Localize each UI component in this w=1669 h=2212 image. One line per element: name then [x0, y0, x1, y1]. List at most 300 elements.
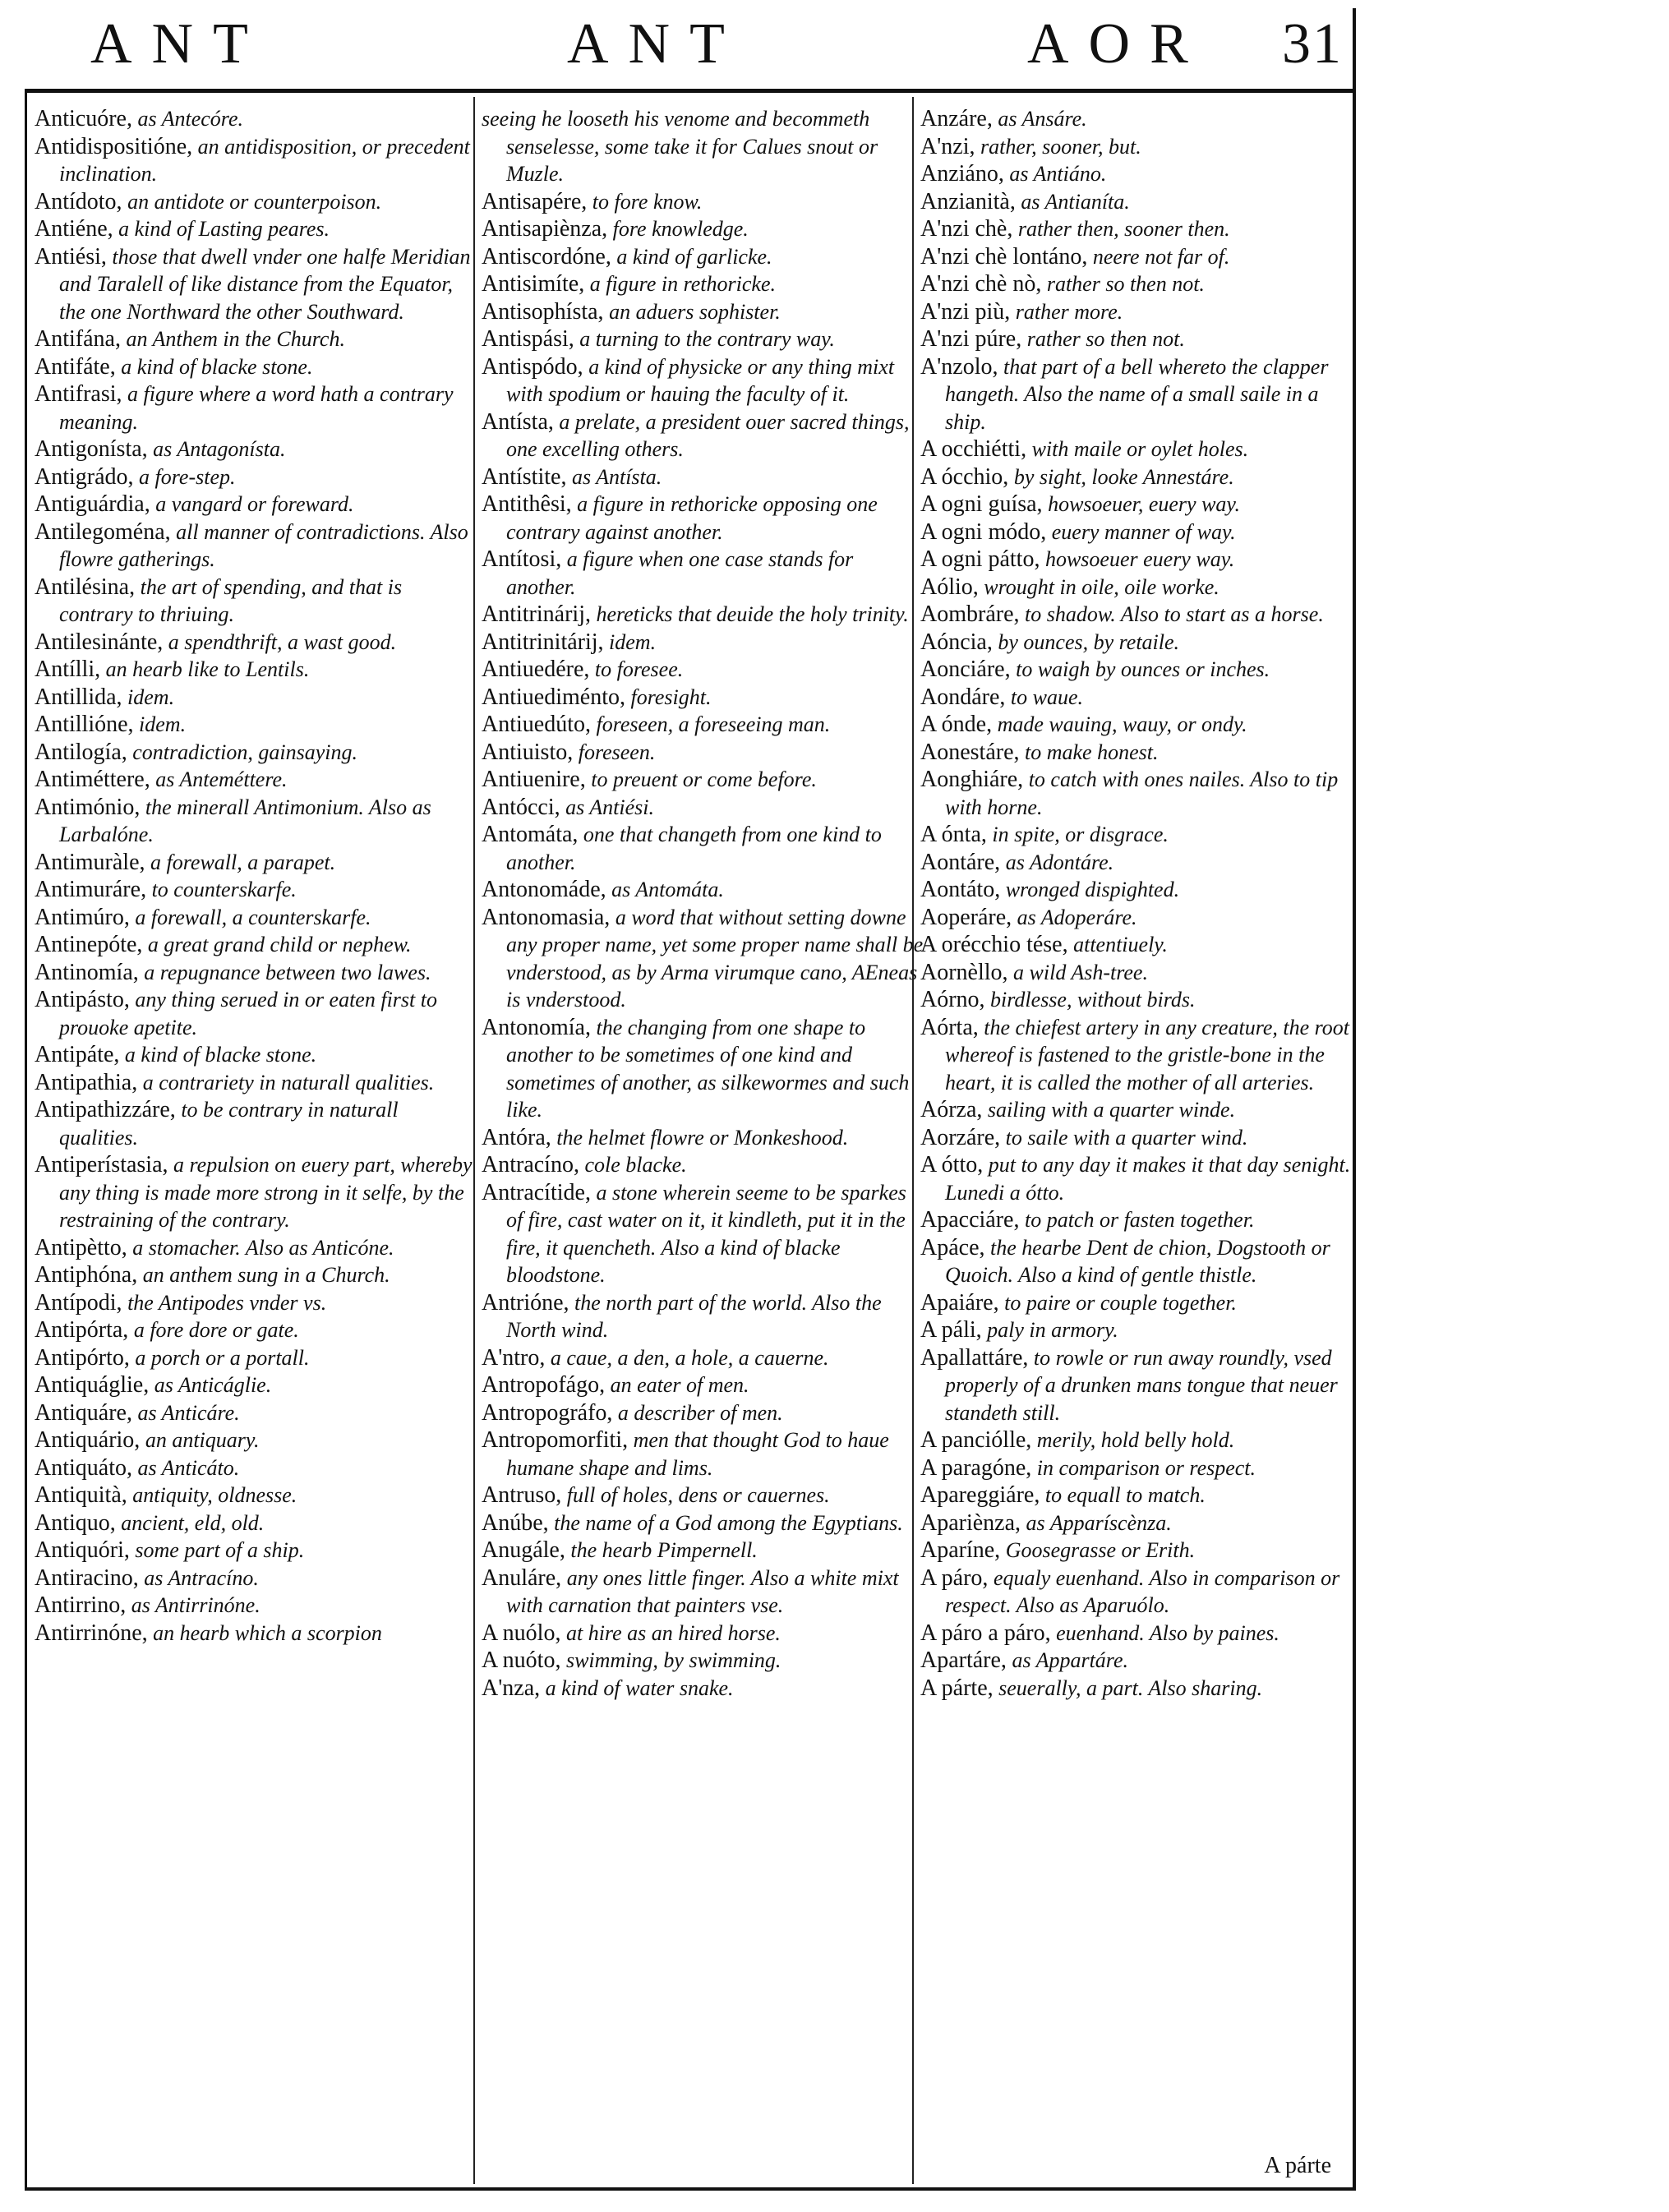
entry-headword: Anticuóre,	[35, 106, 132, 131]
dictionary-entry	[482, 408, 924, 463]
entry-headword: Antilésina,	[35, 574, 136, 600]
entry-definition: an anthem sung in a Church.	[142, 1263, 390, 1287]
dictionary-entry	[482, 1289, 924, 1344]
entry-definition: the name of a God among the Egyptians.	[554, 1510, 903, 1535]
dictionary-entry	[482, 353, 924, 408]
entry-definition: put to any day it makes it that day senight. Lunedi a ótto.	[945, 1153, 1351, 1205]
entry-definition: made wauing, wauy, or ondy.	[997, 712, 1247, 736]
entry-definition: any ones little finger. Also a white mixt with carnation that painters vse.	[506, 1565, 899, 1617]
dictionary-entry	[920, 1620, 1362, 1647]
entry-definition: the changing from one shape to another to be sometimes of one kind and sometimes of another, as silkewormes and such like.	[506, 1015, 910, 1122]
dictionary-entry	[35, 1289, 477, 1317]
entry-headword: A'nzi chè lontáno,	[920, 243, 1088, 270]
entry-definition: swimming, by swimming.	[565, 1648, 781, 1672]
dictionary-entry	[482, 821, 924, 876]
entry-definition: rather, sooner, but.	[980, 134, 1141, 159]
entry-definition: in comparison or respect.	[1036, 1455, 1256, 1480]
dictionary-entry	[35, 1371, 477, 1399]
entry-definition: as Antagonísta.	[153, 437, 286, 461]
dictionary-entry	[920, 1675, 1362, 1703]
entry-headword: Antropomorfiti,	[482, 1427, 629, 1453]
entry-definition: to shadow. Also to start as a horse.	[1025, 602, 1324, 626]
entry-definition: those that dwell vnder one halfe Meridian and Taralell of like distance from the Equator, the one Northward the other Southward.	[59, 244, 471, 324]
dictionary-entry	[35, 1399, 477, 1427]
entry-headword: A'nzi più,	[920, 298, 1011, 325]
dictionary-entry	[482, 1509, 924, 1537]
entry-headword: Antitrinárij,	[482, 601, 591, 627]
entry-definition: with maile or oylet holes.	[1031, 437, 1249, 461]
entry-definition: rather then, sooner then.	[1017, 217, 1230, 241]
entry-headword: Antropofágo,	[482, 1372, 606, 1398]
entry-definition: to waue.	[1010, 684, 1084, 709]
entry-headword: Antiperístasia,	[35, 1152, 168, 1177]
entry-definition: to make honest.	[1025, 740, 1159, 764]
entry-definition: as Antomáta.	[611, 878, 724, 901]
entry-definition: to waigh by ounces or inches.	[1016, 657, 1270, 681]
dictionary-entry	[482, 794, 924, 822]
entry-headword: A páli,	[920, 1317, 982, 1343]
entry-definition: contradiction, gainsaying.	[132, 740, 357, 764]
entry-headword: Antimuráre,	[35, 877, 147, 902]
entry-definition: howsoeuer euery way.	[1044, 547, 1235, 571]
entry-definition: a kind of blacke stone.	[124, 1043, 317, 1067]
dictionary-entry	[920, 1234, 1362, 1289]
dictionary-entry	[920, 711, 1362, 739]
dictionary-entry	[482, 105, 924, 188]
dictionary-entry	[920, 270, 1362, 298]
entry-headword: A ótto,	[920, 1152, 984, 1177]
dictionary-entry	[35, 325, 477, 353]
entry-headword: Antisapiènza,	[482, 216, 608, 242]
entry-definition: attentiuely.	[1073, 933, 1168, 956]
dictionary-entry	[920, 133, 1362, 161]
entry-headword: Antiuediménto,	[482, 684, 625, 710]
bottom-rule	[25, 2187, 1356, 2191]
entry-definition: any thing serued in or eaten first to prouoke apetite.	[59, 988, 437, 1039]
dictionary-entry	[920, 1014, 1362, 1097]
dictionary-entry	[35, 491, 477, 518]
dictionary-entry	[920, 298, 1362, 326]
entry-definition: to be contrary in naturall qualities.	[59, 1098, 399, 1150]
entry-headword: Aonghiáre,	[920, 767, 1024, 792]
entry-definition: as Antianíta.	[1021, 189, 1130, 214]
entry-definition: as Apparíscènza.	[1026, 1510, 1172, 1535]
entry-headword: Antipathia,	[35, 1069, 138, 1095]
entry-definition: to foresee.	[594, 657, 684, 681]
entry-definition: as Anticáglie.	[154, 1373, 272, 1397]
dictionary-entry	[920, 1426, 1362, 1454]
entry-definition: to counterskarfe.	[151, 878, 297, 901]
entry-definition: a repulsion on euery part, whereby any thing is made more strong in it selfe, by the restraining of the contrary.	[59, 1153, 473, 1232]
entry-definition: the art of spending, and that is contrary to thriuing.	[59, 574, 403, 626]
entry-headword: Antonomía,	[482, 1014, 591, 1040]
entry-headword: Antruso,	[482, 1482, 562, 1508]
dictionary-entry	[482, 739, 924, 767]
entry-definition: to equall to match.	[1044, 1483, 1206, 1507]
entry-definition: foreseen, a foreseeing man.	[596, 712, 831, 736]
entry-headword: Anzianità,	[920, 188, 1016, 214]
entry-headword: Aórno,	[920, 987, 985, 1012]
dictionary-entry	[482, 766, 924, 794]
entry-definition: a contrariety in naturall qualities.	[142, 1070, 435, 1094]
dictionary-entry	[920, 931, 1362, 959]
entry-definition: full of holes, dens or cauernes.	[566, 1483, 830, 1507]
entry-headword: Antitrinitárij,	[482, 629, 604, 655]
entry-headword: Antídoto,	[35, 188, 122, 214]
dictionary-entry	[482, 1124, 924, 1152]
running-head-left: ANT	[90, 12, 268, 76]
entry-headword: Antifrasi,	[35, 381, 122, 407]
dictionary-entry	[35, 188, 477, 216]
dictionary-entry	[482, 1482, 924, 1509]
dictionary-entry	[482, 298, 924, 326]
dictionary-entry	[35, 435, 477, 463]
dictionary-entry	[482, 491, 924, 546]
catchword: A párte	[1264, 2153, 1331, 2178]
entry-headword: Antidispositióne,	[35, 133, 193, 159]
dictionary-entry	[920, 739, 1362, 767]
dictionary-entry	[920, 1344, 1362, 1427]
dictionary-entry	[920, 1647, 1362, 1675]
dictionary-entry	[482, 1151, 924, 1179]
entry-headword: Antigrádo,	[35, 463, 134, 490]
left-rule	[25, 89, 27, 2191]
entry-definition: by ounces, by retaile.	[998, 629, 1180, 654]
entry-headword: Apartáre,	[920, 1647, 1007, 1673]
entry-definition: idem.	[609, 629, 657, 654]
entry-headword: Antisophísta,	[482, 298, 604, 325]
dictionary-entry	[920, 986, 1362, 1014]
entry-definition: a kind of garlicke.	[616, 244, 772, 269]
entry-headword: Anuláre,	[482, 1565, 562, 1591]
entry-headword: Antirrinóne,	[35, 1620, 148, 1646]
dictionary-entry	[35, 1316, 477, 1344]
dictionary-entry	[482, 243, 924, 271]
dictionary-entry	[35, 904, 477, 932]
entry-headword: Antístite,	[482, 463, 567, 490]
entry-headword: Antiquóri,	[35, 1537, 130, 1563]
entry-headword: Apallattáre,	[920, 1344, 1029, 1371]
dictionary-entry	[920, 546, 1362, 574]
entry-definition: an aduers sophister.	[609, 299, 781, 324]
entry-headword: Antipètto,	[35, 1234, 127, 1260]
dictionary-entry	[920, 1151, 1362, 1206]
dictionary-entry	[482, 1565, 924, 1620]
entry-headword: A nuólo,	[482, 1620, 561, 1646]
entry-definition: a kind of physicke or any thing mixt with spodium or hauing the faculty of it.	[506, 354, 895, 406]
entry-definition: to patch or fasten together.	[1024, 1208, 1255, 1232]
dictionary-entry	[35, 931, 477, 959]
entry-headword: Aontáre,	[920, 849, 1001, 875]
dictionary-entry	[482, 876, 924, 904]
entry-headword: A ónta,	[920, 822, 987, 847]
dictionary-entry	[482, 270, 924, 298]
entry-definition: fore knowledge.	[612, 217, 749, 241]
entry-headword: Antipásto,	[35, 987, 130, 1012]
entry-headword: Antirrino,	[35, 1592, 127, 1618]
entry-headword: Aorzáre,	[920, 1124, 1001, 1150]
dictionary-entry	[35, 711, 477, 739]
dictionary-entry	[35, 876, 477, 904]
entry-headword: Antóra,	[482, 1124, 551, 1150]
entry-definition: by sight, looke Annestáre.	[1013, 464, 1234, 489]
entry-headword: Anugále,	[482, 1537, 565, 1563]
entry-definition: a repugnance between two lawes.	[144, 960, 431, 984]
entry-headword: Apáce,	[920, 1234, 985, 1260]
entry-headword: Antiphóna,	[35, 1262, 138, 1288]
dictionary-entry	[35, 986, 477, 1041]
entry-definition: paly in armory.	[987, 1318, 1118, 1342]
entry-headword: Antilesinánte,	[35, 629, 164, 655]
entry-definition: a caue, a den, a hole, a cauerne.	[550, 1345, 829, 1370]
entry-definition: an eater of men.	[610, 1373, 749, 1397]
entry-headword: Antilogía,	[35, 739, 127, 765]
entry-definition: to rowle or run away roundly, vsed properly of a drunken mans tongue that neuer standeth still.	[945, 1345, 1338, 1425]
dictionary-entry	[920, 1316, 1362, 1344]
entry-definition: the minerall Antimonium. Also as Larbalóne.	[59, 795, 431, 846]
dictionary-entry	[482, 1399, 924, 1427]
entry-headword: Antracíno,	[482, 1152, 579, 1177]
dictionary-entry	[35, 1069, 477, 1097]
dictionary-entry	[35, 463, 477, 491]
entry-definition: foreseen.	[578, 740, 656, 764]
entry-definition: a forewall, a counterskarfe.	[135, 905, 371, 929]
dictionary-entry	[35, 1234, 477, 1262]
entry-headword: A'nzolo,	[920, 353, 998, 380]
entry-definition: merily, hold belly hold.	[1036, 1428, 1235, 1452]
dictionary-entry	[920, 325, 1362, 353]
entry-headword: Antisimíte,	[482, 271, 585, 297]
dictionary-entry	[920, 959, 1362, 987]
entry-headword: A occhiétti,	[920, 436, 1027, 462]
entry-headword: Antropográfo,	[482, 1399, 613, 1426]
entry-headword: Antinepóte,	[35, 932, 143, 957]
dictionary-entry	[920, 849, 1362, 877]
entry-definition: men that thought God to haue humane shape and lims.	[506, 1428, 889, 1480]
entry-definition: a figure where a word hath a contrary meaning.	[59, 382, 454, 434]
entry-definition: a fore dore or gate.	[133, 1318, 299, 1342]
dictionary-entry	[35, 629, 477, 657]
entry-definition: as Antiáno.	[1009, 162, 1107, 186]
entry-headword: Antimónio,	[35, 794, 141, 820]
entry-definition: antiquity, oldnesse.	[132, 1483, 297, 1507]
entry-headword: Aórta,	[920, 1014, 979, 1040]
dictionary-entry	[920, 766, 1362, 821]
entry-definition: as Adoperáre.	[1017, 905, 1137, 929]
entry-definition: euenhand. Also by paines.	[1056, 1620, 1279, 1645]
entry-definition: a kind of water snake.	[545, 1675, 734, 1700]
entry-headword: Antimúro,	[35, 904, 130, 930]
entry-definition: as Antiési.	[565, 795, 654, 819]
dictionary-entry	[920, 1096, 1362, 1124]
entry-definition: a word that without setting downe any proper name, yet some proper name shall be vnderstood, as by Arma virumque cano, AEneas is vnderstood.	[506, 905, 924, 1012]
entry-headword: Antócci,	[482, 794, 560, 820]
dictionary-entry	[482, 325, 924, 353]
entry-definition: in spite, or disgrace.	[992, 823, 1169, 846]
entry-headword: Anúbe,	[482, 1509, 549, 1536]
dictionary-entry	[35, 353, 477, 381]
dictionary-entry	[35, 1592, 477, 1620]
dictionary-entry	[920, 435, 1362, 463]
entry-headword: Antítosi,	[482, 546, 562, 572]
entry-headword: Antiracino,	[35, 1565, 139, 1591]
entry-definition: a forewall, a parapet.	[150, 850, 336, 874]
entry-headword: Antílli,	[35, 657, 101, 682]
entry-headword: A orécchio tése,	[920, 932, 1068, 957]
entry-headword: Aombráre,	[920, 601, 1020, 627]
entry-definition: idem.	[127, 684, 175, 709]
entry-definition: idem.	[139, 712, 187, 736]
entry-headword: Anziáno,	[920, 161, 1004, 187]
entry-headword: Antonomáde,	[482, 877, 606, 902]
entry-headword: A páro a páro,	[920, 1620, 1051, 1646]
entry-headword: Aontáto,	[920, 877, 1001, 902]
entry-definition: wronged dispighted.	[1005, 878, 1180, 901]
entry-definition: howsoeuer, euery way.	[1048, 492, 1241, 516]
entry-definition: an antidote or counterpoison.	[127, 189, 382, 214]
entry-definition: cole blacke.	[584, 1153, 687, 1177]
entry-definition: equaly euenhand. Also in comparison or respect. Also as Aparuólo.	[945, 1565, 1340, 1617]
entry-headword: Antiquo,	[35, 1509, 116, 1536]
top-rule	[25, 89, 1356, 93]
entry-definition: the hearb Pimpernell.	[570, 1538, 758, 1562]
dictionary-entry	[920, 243, 1362, 271]
dictionary-entry	[920, 1206, 1362, 1234]
dictionary-entry	[482, 684, 924, 712]
entry-definition: an hearb which a scorpion	[153, 1620, 382, 1645]
dictionary-entry	[35, 959, 477, 987]
entry-headword: A ócchio,	[920, 463, 1009, 490]
dictionary-entry	[35, 574, 477, 629]
dictionary-entry	[35, 1537, 477, 1565]
dictionary-entry	[920, 1289, 1362, 1317]
entry-definition: as Anticáto.	[137, 1455, 240, 1480]
entry-definition: a prelate, a president ouer sacred things, one excelling others.	[506, 409, 910, 461]
dictionary-entry	[482, 1675, 924, 1703]
entry-headword: A ónde,	[920, 712, 993, 737]
dictionary-entry	[35, 766, 477, 794]
entry-headword: A nuóto,	[482, 1647, 561, 1673]
entry-headword: Antonomasia,	[482, 904, 611, 930]
entry-headword: A'nzi púre,	[920, 326, 1022, 352]
entry-headword: Antiuenire,	[482, 767, 586, 792]
dictionary-entry	[35, 1565, 477, 1592]
dictionary-entry	[920, 876, 1362, 904]
entry-definition: the chiefest artery in any creature, the root whereof is fastened to the gristle-bone in the heart, it is called the mother of all arteries.	[945, 1015, 1350, 1094]
dictionary-entry	[35, 215, 477, 243]
dictionary-entry	[35, 739, 477, 767]
dictionary-entry	[35, 1509, 477, 1537]
entry-headword: A panciólle,	[920, 1427, 1032, 1453]
dictionary-entry	[35, 1151, 477, 1234]
dictionary-entry	[920, 574, 1362, 601]
entry-definition: ancient, eld, old.	[121, 1510, 265, 1535]
entry-headword: Antiscordóne,	[482, 243, 611, 270]
entry-headword: Anzáre,	[920, 106, 993, 131]
entry-definition: rather so then not.	[1026, 327, 1185, 351]
running-head	[25, 8, 1356, 87]
dictionary-entry	[35, 684, 477, 712]
entry-headword: Antiquáglie,	[35, 1372, 150, 1398]
entry-headword: Antípodi,	[35, 1289, 122, 1316]
dictionary-entry	[482, 546, 924, 601]
entry-definition: as Ansáre.	[998, 107, 1087, 131]
dictionary-entry	[920, 160, 1362, 188]
entry-headword: Apareggiáre,	[920, 1482, 1040, 1508]
entry-headword: Antiquáto,	[35, 1454, 132, 1481]
entry-definition: a turning to the contrary way.	[579, 327, 835, 351]
entry-definition: as Antecóre.	[137, 107, 243, 131]
dictionary-entry	[35, 794, 477, 849]
entry-definition: an antiquary.	[145, 1428, 260, 1452]
entry-definition: birdlesse, without birds.	[990, 988, 1196, 1012]
dictionary-entry	[482, 1537, 924, 1565]
entry-headword: Antiuedére,	[482, 657, 590, 682]
column-3	[920, 105, 1362, 1702]
entry-headword: A ogni pátto,	[920, 546, 1040, 572]
dictionary-entry	[920, 105, 1362, 133]
entry-headword: Aonciáre,	[920, 657, 1011, 682]
entry-definition: an hearb like to Lentils.	[105, 657, 310, 681]
entry-headword: Antisapére,	[482, 188, 588, 214]
dictionary-entry	[35, 243, 477, 326]
dictionary-entry	[482, 656, 924, 684]
entry-headword: Antiuisto,	[482, 739, 574, 765]
dictionary-entry	[920, 821, 1362, 849]
entry-headword: Antipathizzáre,	[35, 1097, 176, 1122]
entry-headword: Aornèllo,	[920, 959, 1008, 985]
entry-headword: Aonestáre,	[920, 739, 1020, 765]
dictionary-entry	[35, 1482, 477, 1509]
entry-definition: a wild Ash-tree.	[1013, 960, 1148, 984]
column-1	[35, 105, 477, 1647]
entry-definition: at hire as an hired horse.	[565, 1620, 781, 1645]
dictionary-page	[25, 8, 1356, 2198]
dictionary-entry	[920, 684, 1362, 712]
entry-definition: neere not far of.	[1092, 244, 1230, 269]
dictionary-entry	[920, 215, 1362, 243]
entry-definition: as Adontáre.	[1005, 850, 1114, 874]
entry-headword: A páro,	[920, 1565, 989, 1591]
entry-definition: to preuent or come before.	[591, 767, 817, 791]
entry-headword: Antísta,	[482, 408, 554, 435]
dictionary-entry	[920, 601, 1362, 629]
dictionary-entry	[35, 1261, 477, 1289]
dictionary-entry	[920, 1565, 1362, 1620]
entry-headword: A'nzi chè,	[920, 216, 1013, 242]
entry-definition: some part of a ship.	[135, 1538, 305, 1562]
entry-definition: that part of a bell whereto the clapper hangeth. Also the name of a small saile in a ship.	[945, 354, 1329, 434]
entry-definition: a spendthrift, a wast good.	[168, 629, 397, 654]
entry-definition: a fore-step.	[139, 464, 236, 489]
dictionary-entry	[35, 1426, 477, 1454]
entry-definition: a kind of Lasting peares.	[118, 217, 330, 241]
dictionary-entry	[920, 1537, 1362, 1565]
entry-headword: Antiéne,	[35, 216, 113, 242]
entry-headword: A'nzi chè nò,	[920, 271, 1042, 297]
entry-headword: A paragóne,	[920, 1454, 1032, 1481]
dictionary-entry	[920, 1509, 1362, 1537]
entry-headword: Antomáta,	[482, 822, 579, 847]
entry-definition: the Antipodes vnder vs.	[127, 1290, 327, 1315]
dictionary-entry	[920, 463, 1362, 491]
entry-headword: Aparíne,	[920, 1537, 1001, 1563]
entry-headword: A'nza,	[482, 1675, 541, 1701]
dictionary-entry	[35, 656, 477, 684]
entry-headword: Antipáte,	[35, 1042, 120, 1067]
entry-definition: hereticks that deuide the holy trinity.	[596, 602, 909, 626]
dictionary-entry	[920, 629, 1362, 657]
